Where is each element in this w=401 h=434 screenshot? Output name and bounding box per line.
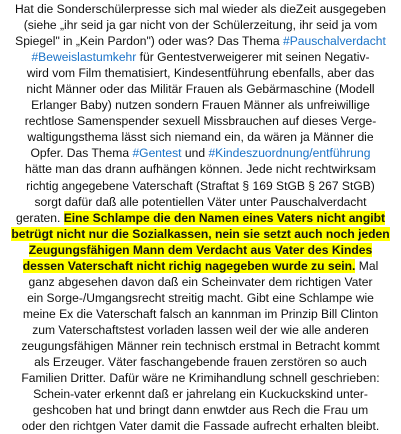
- hashtag-pauschalverdacht[interactable]: #Pauschalverdacht: [282, 34, 386, 49]
- highlighted-text: Eine Schlampe die den Namen eines Vaters nicht angibt: [63, 210, 385, 225]
- text-line-20: meine Ex die Vaterschaft falsch an kannman im Prinzip Bill Clinton: [22, 306, 379, 321]
- highlighted-text: Zeugungsfähigen Mann dem Verdacht aus Vater des Kindes: [28, 242, 373, 257]
- text-line-12: richtig angegebene Vaterschaft (Straftat § 169 StGB § 267 StGB): [26, 178, 375, 193]
- text-segment: Mal: [355, 258, 379, 273]
- text-segment: und: [181, 146, 209, 161]
- text-line-7: Erlanger Baby) nutzen sondern Frauen Männer als unfreiwillige: [31, 98, 370, 113]
- text-line-10: [3, 145, 398, 161]
- text-line-5: wird vom Film thematisiert, Kindesentführung ebenfalls, aber das: [26, 66, 375, 81]
- text-line-27: oder den richtgen Vater damit die Fassade aufrecht erhalten bleibt.: [21, 419, 380, 434]
- text-line-13: sorgt dafür daß alle potentiellen Väter unter Pauschalverdacht: [34, 194, 367, 209]
- text-line-2: (siehe „ihr seid ja gar nicht von der Schülerzeitung, ihr seid ja vom: [23, 18, 378, 33]
- text-line-15: [3, 226, 398, 242]
- highlighted-text: betrügt nicht nur die Sozialkassen, nein sie setzt auch noch jeden: [11, 226, 390, 241]
- text-line-3: [3, 33, 398, 49]
- text-segment: Opfer. Das Thema: [30, 146, 133, 161]
- text-line-1: Hat die Sonderschülerpresse sich mal wieder als dieZeit ausgegeben: [14, 2, 387, 16]
- text-segment: geraten.: [15, 210, 64, 225]
- text-line-9: waltigungsthema lässt sich niemand ein, da wären ja Männer die: [27, 130, 374, 145]
- hashtag-gentest[interactable]: #Gentest: [132, 146, 182, 161]
- text-line-17: [3, 258, 398, 274]
- highlighted-text: dessen Vaterschaft nicht richig nagegeben wurde zu sein.: [22, 258, 356, 273]
- text-line-26: geshcoben hat und bringt dann enwtder aus Rech die Frau um: [32, 403, 369, 418]
- article-paragraph: [3, 1, 398, 434]
- text-line-6: nicht Männer oder das Militär Frauen als Gebärmaschine (Modell: [26, 82, 375, 97]
- text-line-18: ganz abgesehen davon daß ein Scheinvater dem richtigen Vater: [28, 274, 373, 289]
- text-segment: für Gentestverweigerer mit seinen Negativ-: [136, 50, 370, 65]
- text-line-23: als Erzeuger. Väter faschangebende frauen zerstören so auch: [34, 355, 367, 370]
- text-line-16: [3, 242, 398, 258]
- text-line-25: Schein-vater erkennt daß er jahrelang ein Kuckuckskind unter-: [33, 387, 368, 402]
- hashtag-beweislastumkehr[interactable]: #Beweislastumkehr: [31, 50, 137, 65]
- text-line-14: [3, 210, 398, 226]
- text-line-19: ein Sorge-/Umgangsrecht streitig macht. Gibt eine Schlampe wie: [27, 290, 374, 305]
- text-line-4: [3, 49, 398, 65]
- text-line-22: zeugungsfähigen Männer rein technisch erstmal in Betracht kommt: [21, 338, 380, 353]
- text-line-24: Familien Dritter. Dafür wäre ne Krimihandlung schnell geschrieben:: [21, 371, 380, 386]
- text-line-8: rechtlose Samenspender sexuell Missbrauchen auf dieses Verge-: [24, 114, 377, 129]
- text-line-21: zum Vaterschaftstest vorladen lassen weil der wie alle anderen: [32, 322, 369, 337]
- text-line-11: hätte man das drann aufhängen können. Jede nicht rechtwirksam: [25, 162, 376, 177]
- hashtag-kindeszuordnung[interactable]: #Kindeszuordnung/entführung: [208, 146, 371, 161]
- text-segment: Spiegel" in „Kein Pardon") oder was? Das Thema: [15, 34, 283, 49]
